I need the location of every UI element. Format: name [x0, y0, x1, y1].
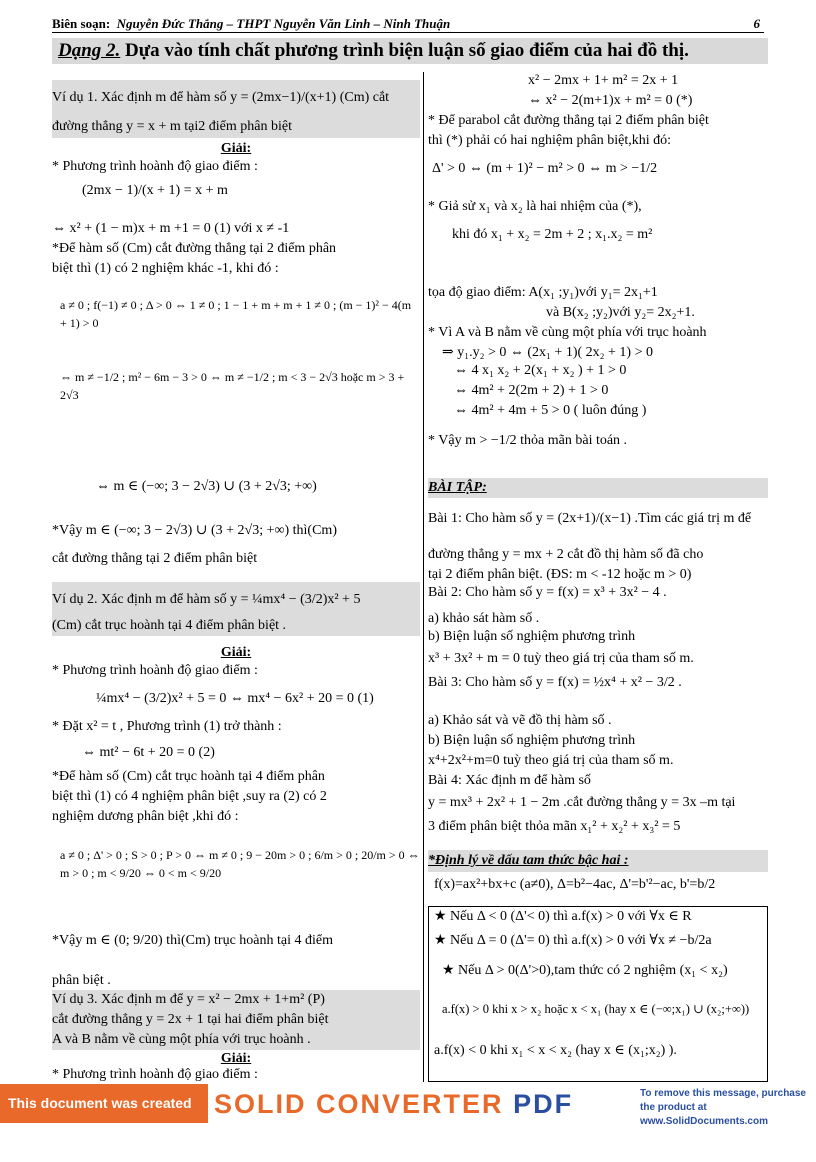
right-line-9: và B(x₂ ;y₂)với y₂= 2x₂+1.: [546, 305, 695, 320]
right-line-3: * Để parabol cắt đường thẳng tại 2 điểm phân biệt: [428, 113, 709, 128]
right-line-23: x³ + 3x² + m = 0 tuỳ theo giá trị của tham số m.: [428, 651, 694, 666]
left-line-6: ⇔ x² + (1 − m)x + m +1 = 0 (1) với x ≠ -1: [52, 221, 290, 236]
left-line-10: ⇔ m ≠ −1/2 ; m² − 6m − 3 > 0 ⇔ m ≠ −1/2 ; m < 3 − 2√3 hoặc m > 3 + 2√3: [60, 370, 405, 402]
right-line-5: Δ' > 0 ⇔ (m + 1)² − m² > 0 ⇔ m > −1/2: [432, 161, 658, 176]
left-line-2: đường thẳng y = x + m tại2 điểm phân biệt: [52, 116, 420, 138]
right-line-20: Bài 2: Cho hàm số y = f(x) = x³ + 3x² − 4 .: [428, 585, 667, 600]
right-line-22: b) Biện luận số nghiệm phương trình: [428, 629, 636, 644]
left-line-15: (Cm) cắt trục hoành tại 4 điểm phân biệt .: [52, 616, 420, 636]
left-line-16: Giải:: [220, 645, 252, 660]
left-line-23: nghiệm dương phân biệt ,khi đó :: [52, 809, 239, 824]
banner-left-text: This document was created using: [0, 1084, 208, 1123]
left-line-29: A và B nằm về cùng một phía với trục hoành .: [52, 1030, 420, 1050]
section-title-text: Dựa vào tính chất phương trình biện luận số giao điểm của hai đồ thị.: [125, 40, 689, 61]
purchase-note[interactable]: To remove this message, purchase the product at www.SolidDocuments.com: [640, 1088, 806, 1127]
left-line-13: cắt đường thẳng tại 2 điểm phân biệt: [52, 551, 258, 566]
solid-converter-logo[interactable]: [214, 1089, 573, 1120]
left-line-17: * Phương trình hoành độ giao điểm :: [52, 663, 258, 678]
right-line-21: a) khảo sát hàm số .: [428, 611, 540, 626]
left-line-18: ¼mx⁴ − (3/2)x² + 5 = 0 ⇔ mx⁴ − 6x² + 20 = 0 (1): [96, 691, 374, 706]
left-line-20: ⇔ mt² − 6t + 20 = 0 (2): [82, 745, 215, 760]
right-line-11: ⇒ y₁.y₂ > 0 ⇔ (2x₁ + 1)( 2x₂ + 1) > 0: [442, 345, 653, 360]
left-line-22: biệt thì (1) có 4 nghiệm phân biệt ,suy ra (2) có 2: [52, 789, 327, 804]
section-title-prefix: Dạng 2.: [58, 40, 121, 61]
right-line-36: a.f(x) > 0 khi x > x₂ hoặc x < x₁ (hay x ∈ (−∞;x₁) ∪ (x₂;+∞)): [442, 1002, 750, 1016]
left-line-11: ⇔ m ∈ (−∞; 3 − 2√3) ∪ (3 + 2√3; +∞): [96, 479, 317, 494]
header-author: Biên soạn: Nguyễn Đức Thắng – THPT Nguyễn Văn Linh – Ninh Thuận: [52, 16, 451, 31]
banner-arrow: [196, 1088, 206, 1120]
right-line-28: Bài 4: Xác định m để hàm số: [428, 773, 591, 788]
right-line-7: khi đó x₁ + x₂ = 2m + 2 ; x₁.x₂ = m²: [452, 227, 653, 242]
section-title: [52, 38, 768, 64]
page-number: 6: [753, 16, 760, 31]
right-line-31: *Định lý về dấu tam thức bậc hai :: [428, 850, 768, 872]
right-line-13: ⇔ 4m² + 2(2m + 2) + 1 > 0: [454, 383, 609, 398]
page-header: [52, 14, 764, 33]
right-line-37: a.f(x) < 0 khi x₁ < x < x₂ (hay x ∈ (x₁;x₂) ).: [434, 1043, 677, 1058]
right-line-16: BÀI TẬP:: [428, 478, 768, 498]
logo-converter: CONVERTER: [316, 1089, 504, 1119]
left-line-1: Ví dụ 1. Xác định m để hàm số y = (2mx−1)/(x+1) (Cm) cắt: [52, 80, 420, 116]
right-line-24: Bài 3: Cho hàm số y = f(x) = ½x⁴ + x² − 3/2 .: [428, 675, 682, 690]
left-line-31: * Phương trình hoành độ giao điểm :: [52, 1067, 258, 1082]
right-line-26: b) Biện luận số nghiệm phương trình: [428, 733, 636, 748]
logo-pdf: PDF: [513, 1089, 574, 1119]
column-divider: [423, 72, 424, 1082]
left-line-25: *Vậy m ∈ (0; 9/20) thì(Cm) trục hoành tại 4 điểm: [52, 933, 333, 948]
right-line-15: * Vậy m > −1/2 thỏa mãn bài toán .: [428, 433, 628, 448]
left-line-8: biệt thì (1) có 2 nghiệm khác -1, khi đó :: [52, 261, 279, 276]
right-line-18: đường thẳng y = mx + 2 cắt đồ thị hàm số đã cho: [428, 547, 704, 562]
right-line-27: x⁴+2x²+m=0 tuỳ theo giá trị của tham số m.: [428, 753, 674, 768]
right-line-32: f(x)=ax²+bx+c (a≠0), Δ=b²−4ac, Δ'=b'²−ac, b'=b/2: [434, 877, 716, 892]
right-line-12: ⇔ 4 x₁ x₂ + 2(x₁ + x₂ ) + 1 > 0: [454, 363, 627, 378]
right-line-25: a) Khảo sát và vẽ đồ thị hàm số .: [428, 713, 612, 728]
logo-solid: SOLID: [214, 1089, 307, 1119]
right-line-10: * Vì A và B nằm về cùng một phía với trục hoành: [428, 325, 707, 340]
right-line-35: ★ Nếu Δ > 0(Δ'>0),tam thức có 2 nghiệm (x₁ < x₂): [442, 963, 728, 978]
left-line-21: *Để hàm số (Cm) cắt trục hoành tại 4 điểm phân: [52, 769, 325, 784]
right-line-30: 3 điểm phân biệt thỏa mãn x₁² + x₂² + x₃² = 5: [428, 819, 681, 834]
left-line-27: Ví dụ 3. Xác định m để y = x² − 2mx + 1+m² (P): [52, 990, 420, 1010]
left-line-14: Ví dụ 2. Xác định m để hàm số y = ¼mx⁴ − (3/2)x² + 5: [52, 582, 420, 618]
left-line-28: cắt đường thẳng y = 2x + 1 tại hai điểm phân biệt: [52, 1010, 420, 1030]
left-line-4: * Phương trình hoành độ giao điểm :: [52, 159, 258, 174]
right-line-34: ★ Nếu Δ = 0 (Δ'= 0) thì a.f(x) > 0 với ∀x ≠ −b/2a: [434, 933, 712, 948]
right-line-1: x² − 2mx + 1+ m² = 2x + 1: [528, 73, 679, 88]
right-line-17: Bài 1: Cho hàm số y = (2x+1)/(x−1) .Tìm các giá trị m để: [428, 511, 752, 526]
left-line-30: Giải:: [220, 1051, 252, 1066]
left-line-9: a ≠ 0 ; f(−1) ≠ 0 ; Δ > 0 ⇔ 1 ≠ 0 ; 1 − 1 + m + m + 1 ≠ 0 ; (m − 1)² − 4(m + 1) > 0: [60, 298, 412, 330]
left-line-3: Giải:: [220, 141, 252, 156]
right-line-6: * Giả sử x₁ và x₂ là hai nhiệm của (*),: [428, 199, 642, 214]
right-line-4: thì (*) phải có hai nghiệm phân biệt,khi đó:: [428, 133, 672, 148]
right-line-2: ⇔ x² − 2(m+1)x + m² = 0 (*): [528, 93, 693, 108]
right-line-14: ⇔ 4m² + 4m + 5 > 0 ( luôn đúng ): [454, 403, 647, 418]
left-line-19: * Đặt x² = t , Phương trình (1) trở thành :: [52, 719, 282, 734]
left-line-24: a ≠ 0 ; Δ' > 0 ; S > 0 ; P > 0 ⇔ m ≠ 0 ; 9 − 20m > 0 ; 6/m > 0 ; 20/m > 0 ⇔ m > 0 ; m < 9/20 ⇔ 0 < m < 9/20: [60, 848, 420, 880]
right-line-8: tọa độ giao điểm: A(x₁ ;y₁)với y₁= 2x₁+1: [428, 285, 658, 300]
right-line-19: tại 2 điểm phân biệt. (ĐS: m < -12 hoặc m > 0): [428, 567, 692, 582]
left-line-7: *Để hàm số (Cm) cắt đường thẳng tại 2 điểm phân: [52, 241, 337, 256]
left-line-5: (2mx − 1)/(x + 1) = x + m: [82, 183, 228, 198]
right-line-33: ★ Nếu Δ < 0 (Δ'< 0) thì a.f(x) > 0 với ∀x ∈ R: [434, 909, 692, 924]
left-line-12: *Vậy m ∈ (−∞; 3 − 2√3) ∪ (3 + 2√3; +∞) thì(Cm): [52, 523, 337, 538]
converter-banner: [0, 1084, 816, 1150]
right-line-29: y = mx³ + 2x² + 1 − 2m .cắt đường thẳng y = 3x –m tại: [428, 795, 736, 810]
theorem-box: [428, 906, 768, 1082]
left-line-26: phân biệt .: [52, 973, 111, 988]
